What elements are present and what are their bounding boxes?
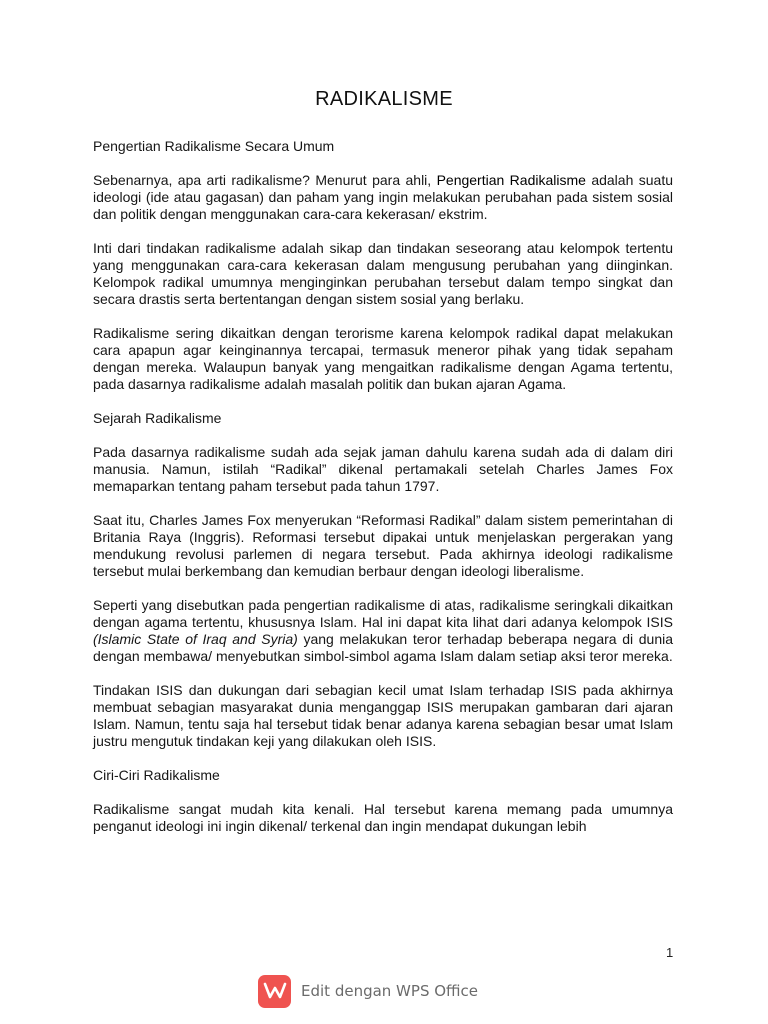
paragraph-4: Pada dasarnya radikalisme sudah ada sejak jaman dahulu karena sudah ada di dalam diri manusia. Namun, istilah “Radikal” dikenal pertamakali setelah Charles James Fox memaparkan tentang paham tersebut pada tahun 1797. xyxy=(93,444,673,494)
paragraph-6 xyxy=(93,597,673,665)
paragraph-2: Inti dari tindakan radikalisme adalah sikap dan tindakan seseorang atau kelompok tertentu yang menggunakan cara-cara kekerasan dalam mengusung perubahan yang diinginkan. Kelompok radikal umumnya menginginkan perubahan tersebut dalam tempo singkat dan secara drastis serta bertentangan dengan sistem sosial yang berlaku. xyxy=(93,240,673,307)
paragraph-1-highlight: Pengertian Radikalisme xyxy=(436,172,586,188)
paragraph-1-text-a: Sebenarnya, apa arti radikalisme? Menurut para ahli, xyxy=(93,172,437,188)
paragraph-7: Tindakan ISIS dan dukungan dari sebagian kecil umat Islam terhadap ISIS pada akhirnya membuat sebagian masyarakat dunia menganggap ISIS merupakan gambaran dari ajaran Islam. Namun, tentu saja hal tersebut tidak benar adanya karena sebagian besar umat Islam justru mengutuk tindakan keji yang dilakukan oleh ISIS. xyxy=(93,682,673,749)
page-number: 1 xyxy=(666,945,674,960)
wps-edit-button[interactable] xyxy=(258,972,478,1010)
paragraph-1 xyxy=(93,172,673,223)
wps-logo-glyph-icon xyxy=(263,981,287,1001)
section-heading-sejarah: Sejarah Radikalisme xyxy=(93,410,222,426)
paragraph-5: Saat itu, Charles James Fox menyerukan “Reformasi Radikal” dalam sistem pemerintahan di Britania Raya (Inggris). Reformasi tersebut dipakai untuk menjelaskan pergerakan yang mendukung revolusi parlemen di negara tersebut. Pada akhirnya ideologi radikalisme tersebut mulai berkembang dan kemudian berbaur dengan ideologi liberalisme. xyxy=(93,512,673,579)
wps-edit-label: Edit dengan WPS Office xyxy=(301,982,479,1000)
document-body xyxy=(93,138,673,852)
section-heading-pengertian: Pengertian Radikalisme Secara Umum xyxy=(93,138,335,154)
paragraph-1-text-c: adalah suatu ideologi (ide atau gagasan) dan paham yang ingin melakukan perubahan pada sistem sosial dan politik dengan menggunakan cara-cara kekerasan/ ekstrim. xyxy=(93,172,674,222)
document-title: RADIKALISME xyxy=(315,88,453,110)
paragraph-6-italic: (Islamic State of Iraq and Syria) xyxy=(93,631,298,647)
wps-office-logo-icon xyxy=(258,975,291,1008)
paragraph-3: Radikalisme sering dikaitkan dengan terorisme karena kelompok radikal dapat melakukan cara apapun agar keinginannya tercapai, termasuk meneror pihak yang tidak sepaham dengan mereka. Walaupun banyak yang mengaitkan radikalisme dengan Agama tertentu, pada dasarnya radikalisme adalah masalah politik dan bukan ajaran Agama. xyxy=(93,325,673,392)
section-heading-ciri-ciri: Ciri-Ciri Radikalisme xyxy=(93,767,220,783)
paragraph-6-text-a: Seperti yang disebutkan pada pengertian radikalisme di atas, radikalisme seringkali dikaitkan dengan agama tertentu, khususnya Islam. Hal ini dapat kita lihat dari adanya kelompok ISIS xyxy=(93,597,673,630)
paragraph-8: Radikalisme sangat mudah kita kenali. Hal tersebut karena memang pada umumnya penganut ideologi ini ingin dikenal/ terkenal dan ingin mendapat dukungan lebih xyxy=(93,801,673,834)
paragraph-6-text-c: yang melakukan teror terhadap beberapa negara di dunia dengan membawa/ menyebutkan simbol-simbol agama Islam dalam setiap aksi teror mereka. xyxy=(93,631,673,664)
